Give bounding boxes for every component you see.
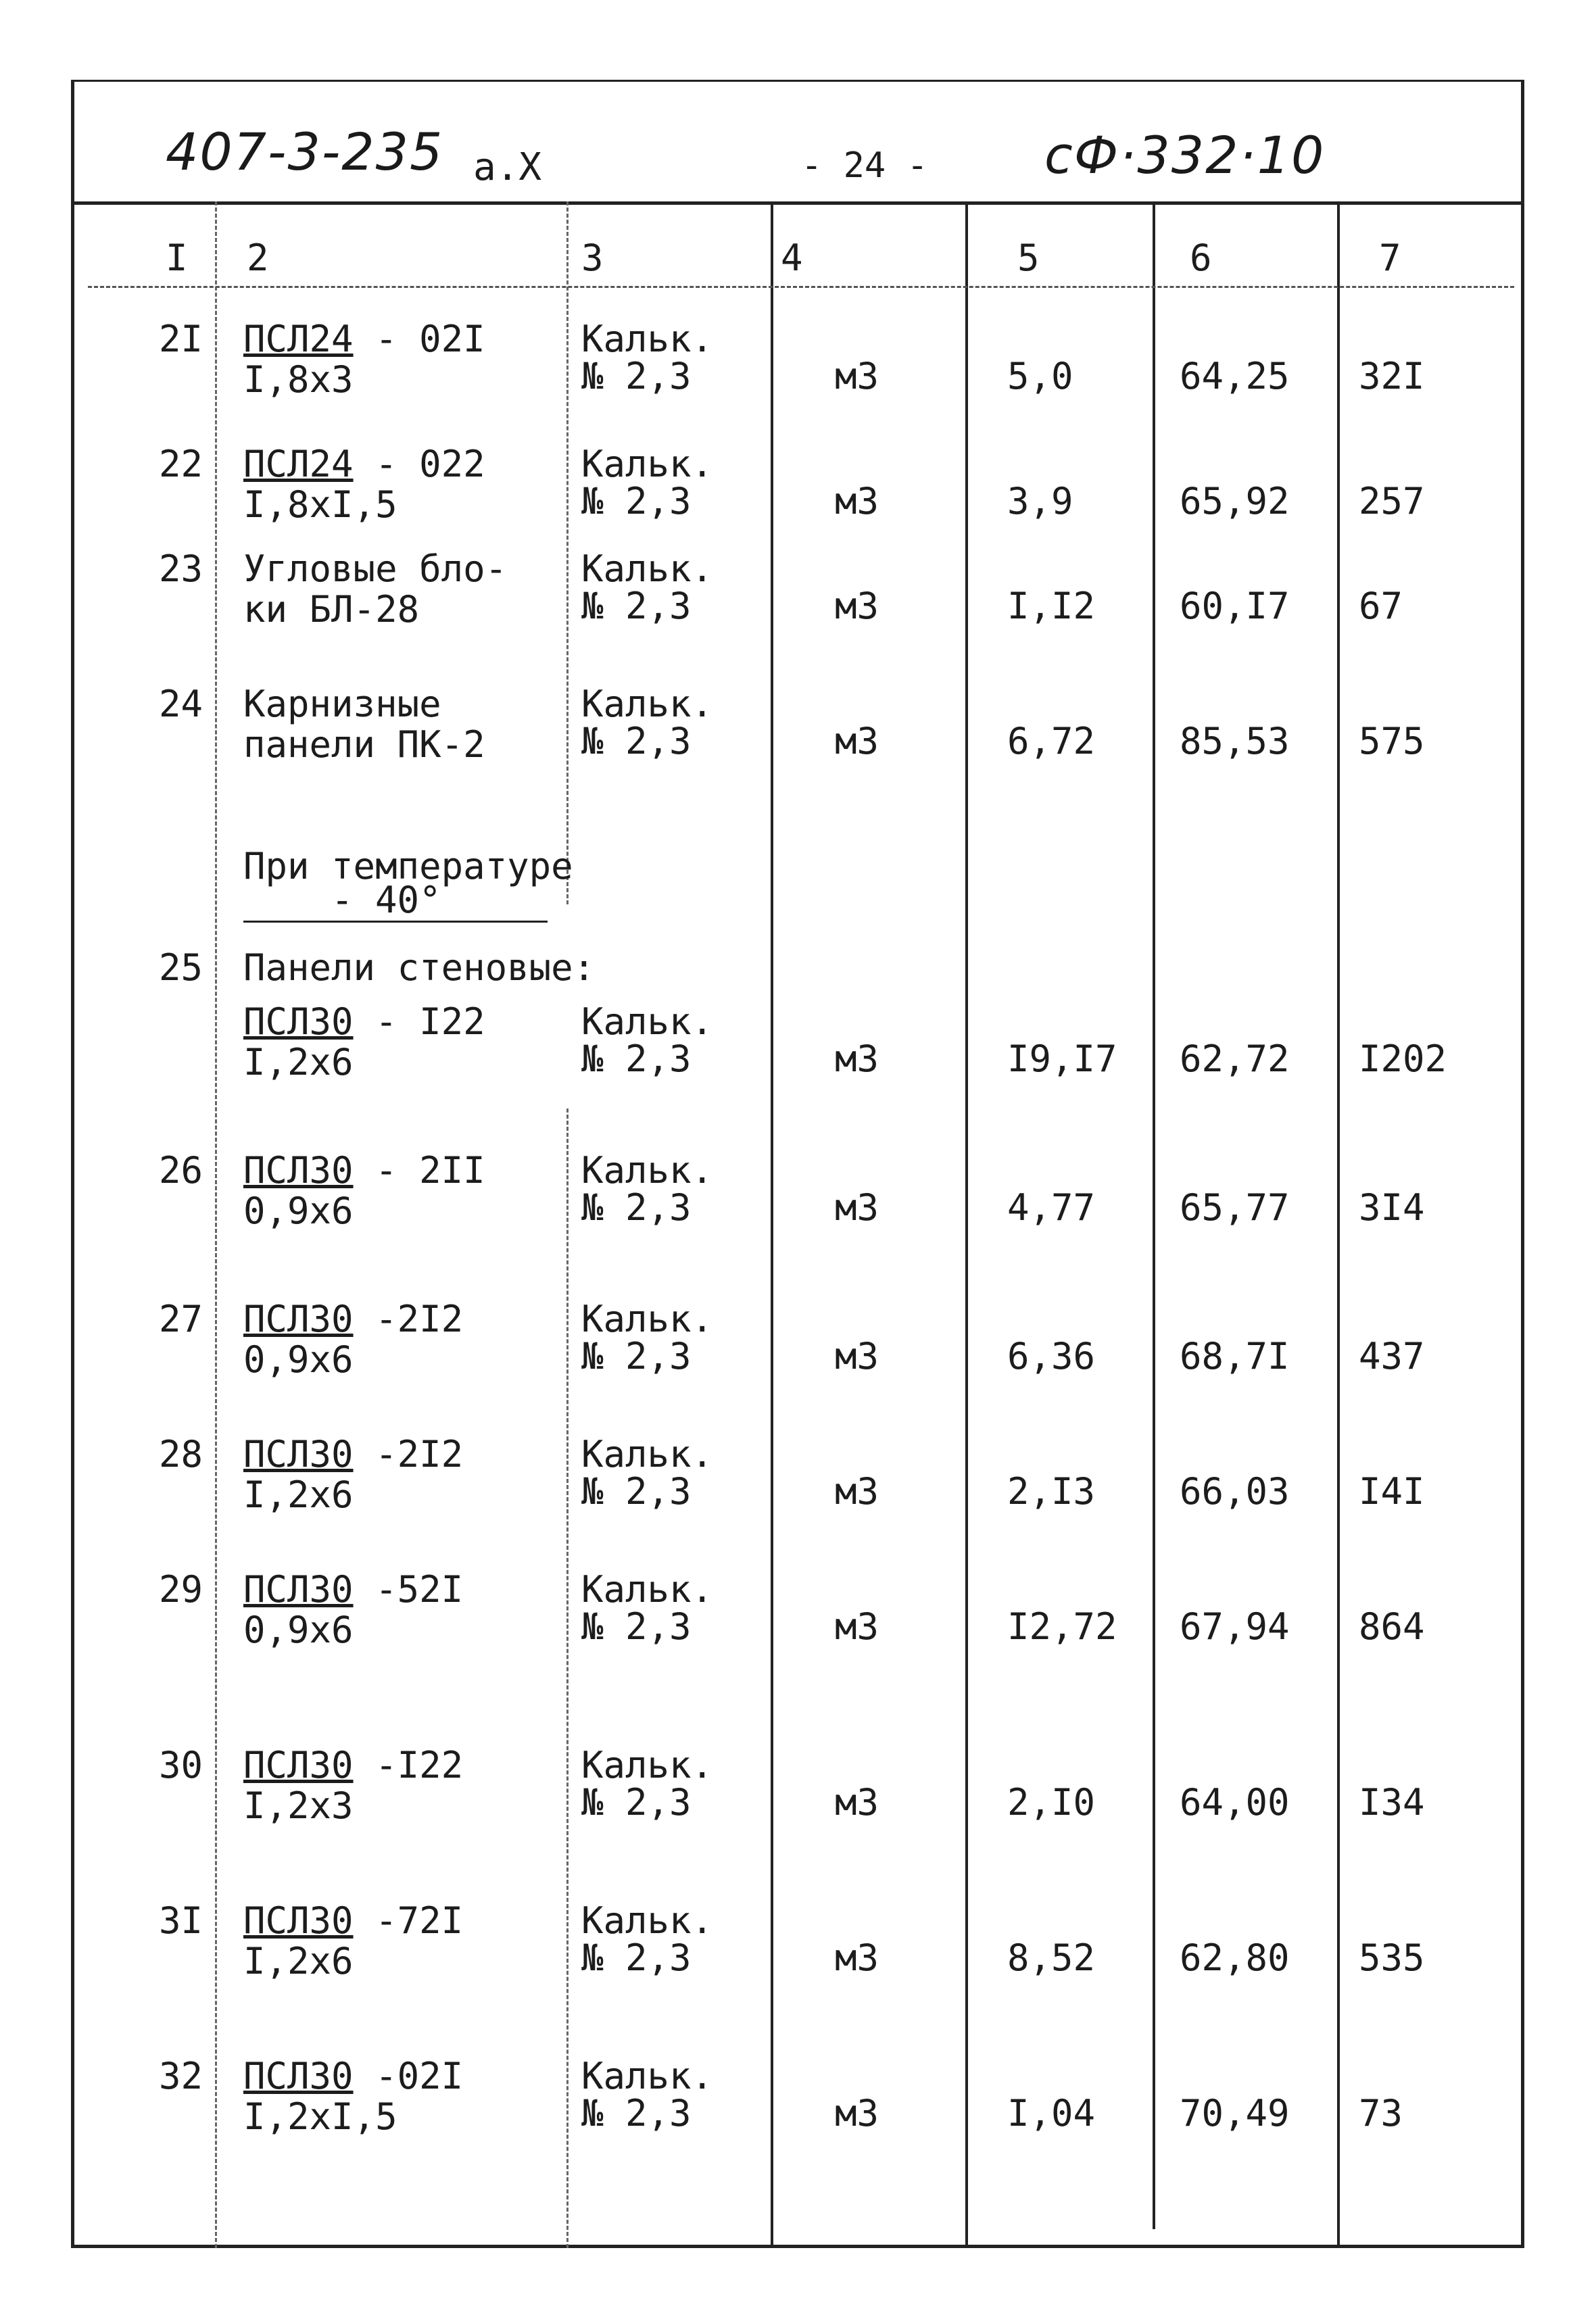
item-name (243, 547, 507, 591)
item-name-mark: ПСЛ30 (243, 1744, 354, 1786)
col-divider-2 (566, 201, 569, 904)
item-unit: м3 (835, 1335, 879, 1378)
item-name (243, 443, 485, 486)
item-source-number: № 2,3 (581, 720, 692, 762)
item-source-number: № 2,3 (581, 1605, 692, 1648)
row-number: 27 (158, 1298, 203, 1340)
item-name-mark: Угловые бло- (243, 547, 508, 590)
item-price: 66,03 (1180, 1470, 1290, 1513)
item-quantity: 6,36 (1007, 1335, 1096, 1378)
item-total: 575 (1359, 720, 1425, 762)
album-label: а.X (473, 145, 542, 189)
item-name-suffix: - 022 (353, 443, 485, 485)
item-source: Кальк. (581, 683, 714, 725)
item-unit: м3 (835, 1781, 879, 1824)
item-source-number: № 2,3 (581, 1038, 692, 1080)
item-name (243, 683, 441, 726)
item-name-mark: ПСЛ30 (243, 1433, 354, 1476)
item-source-number: № 2,3 (581, 1335, 692, 1378)
item-name (243, 318, 485, 361)
item-name-mark: ПСЛ30 (243, 1149, 354, 1192)
item-source: Кальк. (581, 1568, 714, 1611)
item-size: I,2x6 (243, 1473, 354, 1516)
item-name (243, 1000, 485, 1044)
item-size: I,2x6 (243, 1041, 354, 1083)
col-head-5: 5 (1017, 237, 1040, 279)
item-source: Кальк. (581, 1149, 714, 1192)
col-divider-5 (1153, 201, 1155, 2229)
item-total: 864 (1359, 1605, 1425, 1648)
item-name (243, 1149, 485, 1192)
item-source-number: № 2,3 (581, 1186, 692, 1229)
item-source-number: № 2,3 (581, 2092, 692, 2135)
section-note-underline (243, 921, 548, 923)
item-unit: м3 (835, 355, 879, 397)
item-total: 437 (1359, 1335, 1425, 1378)
col-head-1: I (166, 237, 188, 279)
item-name-mark: Карнизные (243, 683, 441, 725)
item-source-number: № 2,3 (581, 1470, 692, 1513)
item-size: I,2x3 (243, 1784, 354, 1827)
column-number-rule (88, 286, 1514, 288)
col-head-2: 2 (247, 237, 269, 279)
item-quantity: 3,9 (1007, 480, 1073, 522)
item-price: 65,92 (1180, 480, 1290, 522)
row-number: 25 (158, 946, 203, 989)
item-size: 0,9x6 (243, 1338, 354, 1381)
item-size: панели ПК-2 (243, 723, 485, 766)
item-quantity: 8,52 (1007, 1936, 1096, 1979)
row-number: 24 (158, 683, 203, 725)
item-source: Кальк. (581, 1433, 714, 1476)
item-total: I4I (1359, 1470, 1425, 1513)
item-source: Кальк. (581, 1000, 714, 1043)
item-quantity: I2,72 (1007, 1605, 1117, 1648)
item-unit: м3 (835, 585, 879, 627)
item-unit: м3 (835, 1038, 879, 1080)
item-total: I202 (1359, 1038, 1447, 1080)
item-quantity: I9,I7 (1007, 1038, 1117, 1080)
row-number: 30 (158, 1744, 203, 1786)
col-head-6: 6 (1190, 237, 1212, 279)
item-total: 3I4 (1359, 1186, 1425, 1229)
item-size: 0,9x6 (243, 1609, 354, 1651)
item-size: I,8xI,5 (243, 483, 397, 526)
item-total: 32I (1359, 355, 1425, 397)
item-quantity: 6,72 (1007, 720, 1096, 762)
item-total: 257 (1359, 480, 1425, 522)
page-number: - 24 - (801, 145, 928, 186)
item-price: 65,77 (1180, 1186, 1290, 1229)
item-source: Кальк. (581, 318, 714, 360)
col-head-3: 3 (581, 237, 604, 279)
row-number: 23 (158, 547, 203, 590)
col-divider-6 (1337, 201, 1340, 2248)
item-source: Кальк. (581, 1298, 714, 1340)
row-number: 2I (158, 318, 203, 360)
item-price: 62,80 (1180, 1936, 1290, 1979)
row-number: 26 (158, 1149, 203, 1192)
item-name-mark: ПСЛ30 (243, 1298, 354, 1340)
item-size: I,8x3 (243, 358, 354, 401)
col-divider-2b (566, 1108, 569, 2248)
item-source: Кальк. (581, 547, 714, 590)
item-name (243, 1298, 463, 1341)
item-size: 0,9x6 (243, 1190, 354, 1232)
item-unit: м3 (835, 1936, 879, 1979)
col-head-4: 4 (781, 237, 803, 279)
item-source-number: № 2,3 (581, 480, 692, 522)
item-name (243, 2055, 463, 2098)
item-name-suffix: - I22 (353, 1000, 485, 1043)
item-price: 70,49 (1180, 2092, 1290, 2135)
row-number: 3I (158, 1899, 203, 1942)
item-name-mark: ПСЛ30 (243, 1000, 354, 1043)
item-total: I34 (1359, 1781, 1425, 1824)
item-quantity: 5,0 (1007, 355, 1073, 397)
item-name-mark: ПСЛ30 (243, 1568, 354, 1611)
item-source-number: № 2,3 (581, 355, 692, 397)
item-source-number: № 2,3 (581, 1936, 692, 1979)
item-unit: м3 (835, 1186, 879, 1229)
item-price: 62,72 (1180, 1038, 1290, 1080)
item-name (243, 1433, 463, 1476)
item-source: Кальк. (581, 1899, 714, 1942)
item-name (243, 1568, 463, 1611)
group-title: Панели стеновые: (243, 946, 596, 989)
item-name-mark: ПСЛ24 (243, 443, 354, 485)
item-unit: м3 (835, 1605, 879, 1648)
item-quantity: 4,77 (1007, 1186, 1096, 1229)
item-name-suffix: -72I (353, 1899, 464, 1942)
item-source: Кальк. (581, 2055, 714, 2097)
item-unit: м3 (835, 720, 879, 762)
item-price: 60,I7 (1180, 585, 1290, 627)
document-code: 407-3-235 (166, 122, 444, 182)
item-source: Кальк. (581, 1744, 714, 1786)
item-size: ки БЛ-28 (243, 588, 420, 631)
col-divider-3 (771, 201, 773, 2248)
col-head-7: 7 (1379, 237, 1401, 279)
sheet-code: сФ·332·10 (1044, 125, 1326, 185)
item-price: 67,94 (1180, 1605, 1290, 1648)
col-divider-4 (965, 201, 968, 2248)
item-name-suffix: -2I2 (353, 1433, 464, 1476)
item-name-mark: ПСЛ30 (243, 1899, 354, 1942)
row-number: 29 (158, 1568, 203, 1611)
item-source: Кальк. (581, 443, 714, 485)
item-price: 64,25 (1180, 355, 1290, 397)
item-name-suffix: - 2II (353, 1149, 485, 1192)
item-quantity: I,04 (1007, 2092, 1096, 2135)
item-size: I,2xI,5 (243, 2095, 397, 2138)
item-total: 73 (1359, 2092, 1403, 2135)
section-note-line1: При температуре (243, 845, 573, 887)
item-price: 68,7I (1180, 1335, 1290, 1378)
row-number: 28 (158, 1433, 203, 1476)
item-name-mark: ПСЛ24 (243, 318, 354, 360)
item-quantity: 2,I3 (1007, 1470, 1096, 1513)
item-quantity: 2,I0 (1007, 1781, 1096, 1824)
item-name-suffix: -02I (353, 2055, 464, 2097)
item-unit: м3 (835, 1470, 879, 1513)
item-source-number: № 2,3 (581, 585, 692, 627)
item-total: 535 (1359, 1936, 1425, 1979)
item-source-number: № 2,3 (581, 1781, 692, 1824)
col-divider-1 (215, 201, 217, 2248)
item-price: 85,53 (1180, 720, 1290, 762)
header-rule (71, 201, 1524, 205)
item-unit: м3 (835, 2092, 879, 2135)
item-name-suffix: -I22 (353, 1744, 464, 1786)
item-name-suffix: -52I (353, 1568, 464, 1611)
section-note-line2: - 40° (331, 879, 441, 921)
item-quantity: I,I2 (1007, 585, 1096, 627)
item-unit: м3 (835, 480, 879, 522)
item-name-suffix: -2I2 (353, 1298, 464, 1340)
item-total: 67 (1359, 585, 1403, 627)
row-number: 22 (158, 443, 203, 485)
item-name (243, 1899, 463, 1943)
item-name (243, 1744, 463, 1787)
item-price: 64,00 (1180, 1781, 1290, 1824)
item-name-mark: ПСЛ30 (243, 2055, 354, 2097)
item-name-suffix: - 02I (353, 318, 485, 360)
item-size: I,2x6 (243, 1940, 354, 1982)
row-number: 32 (158, 2055, 203, 2097)
